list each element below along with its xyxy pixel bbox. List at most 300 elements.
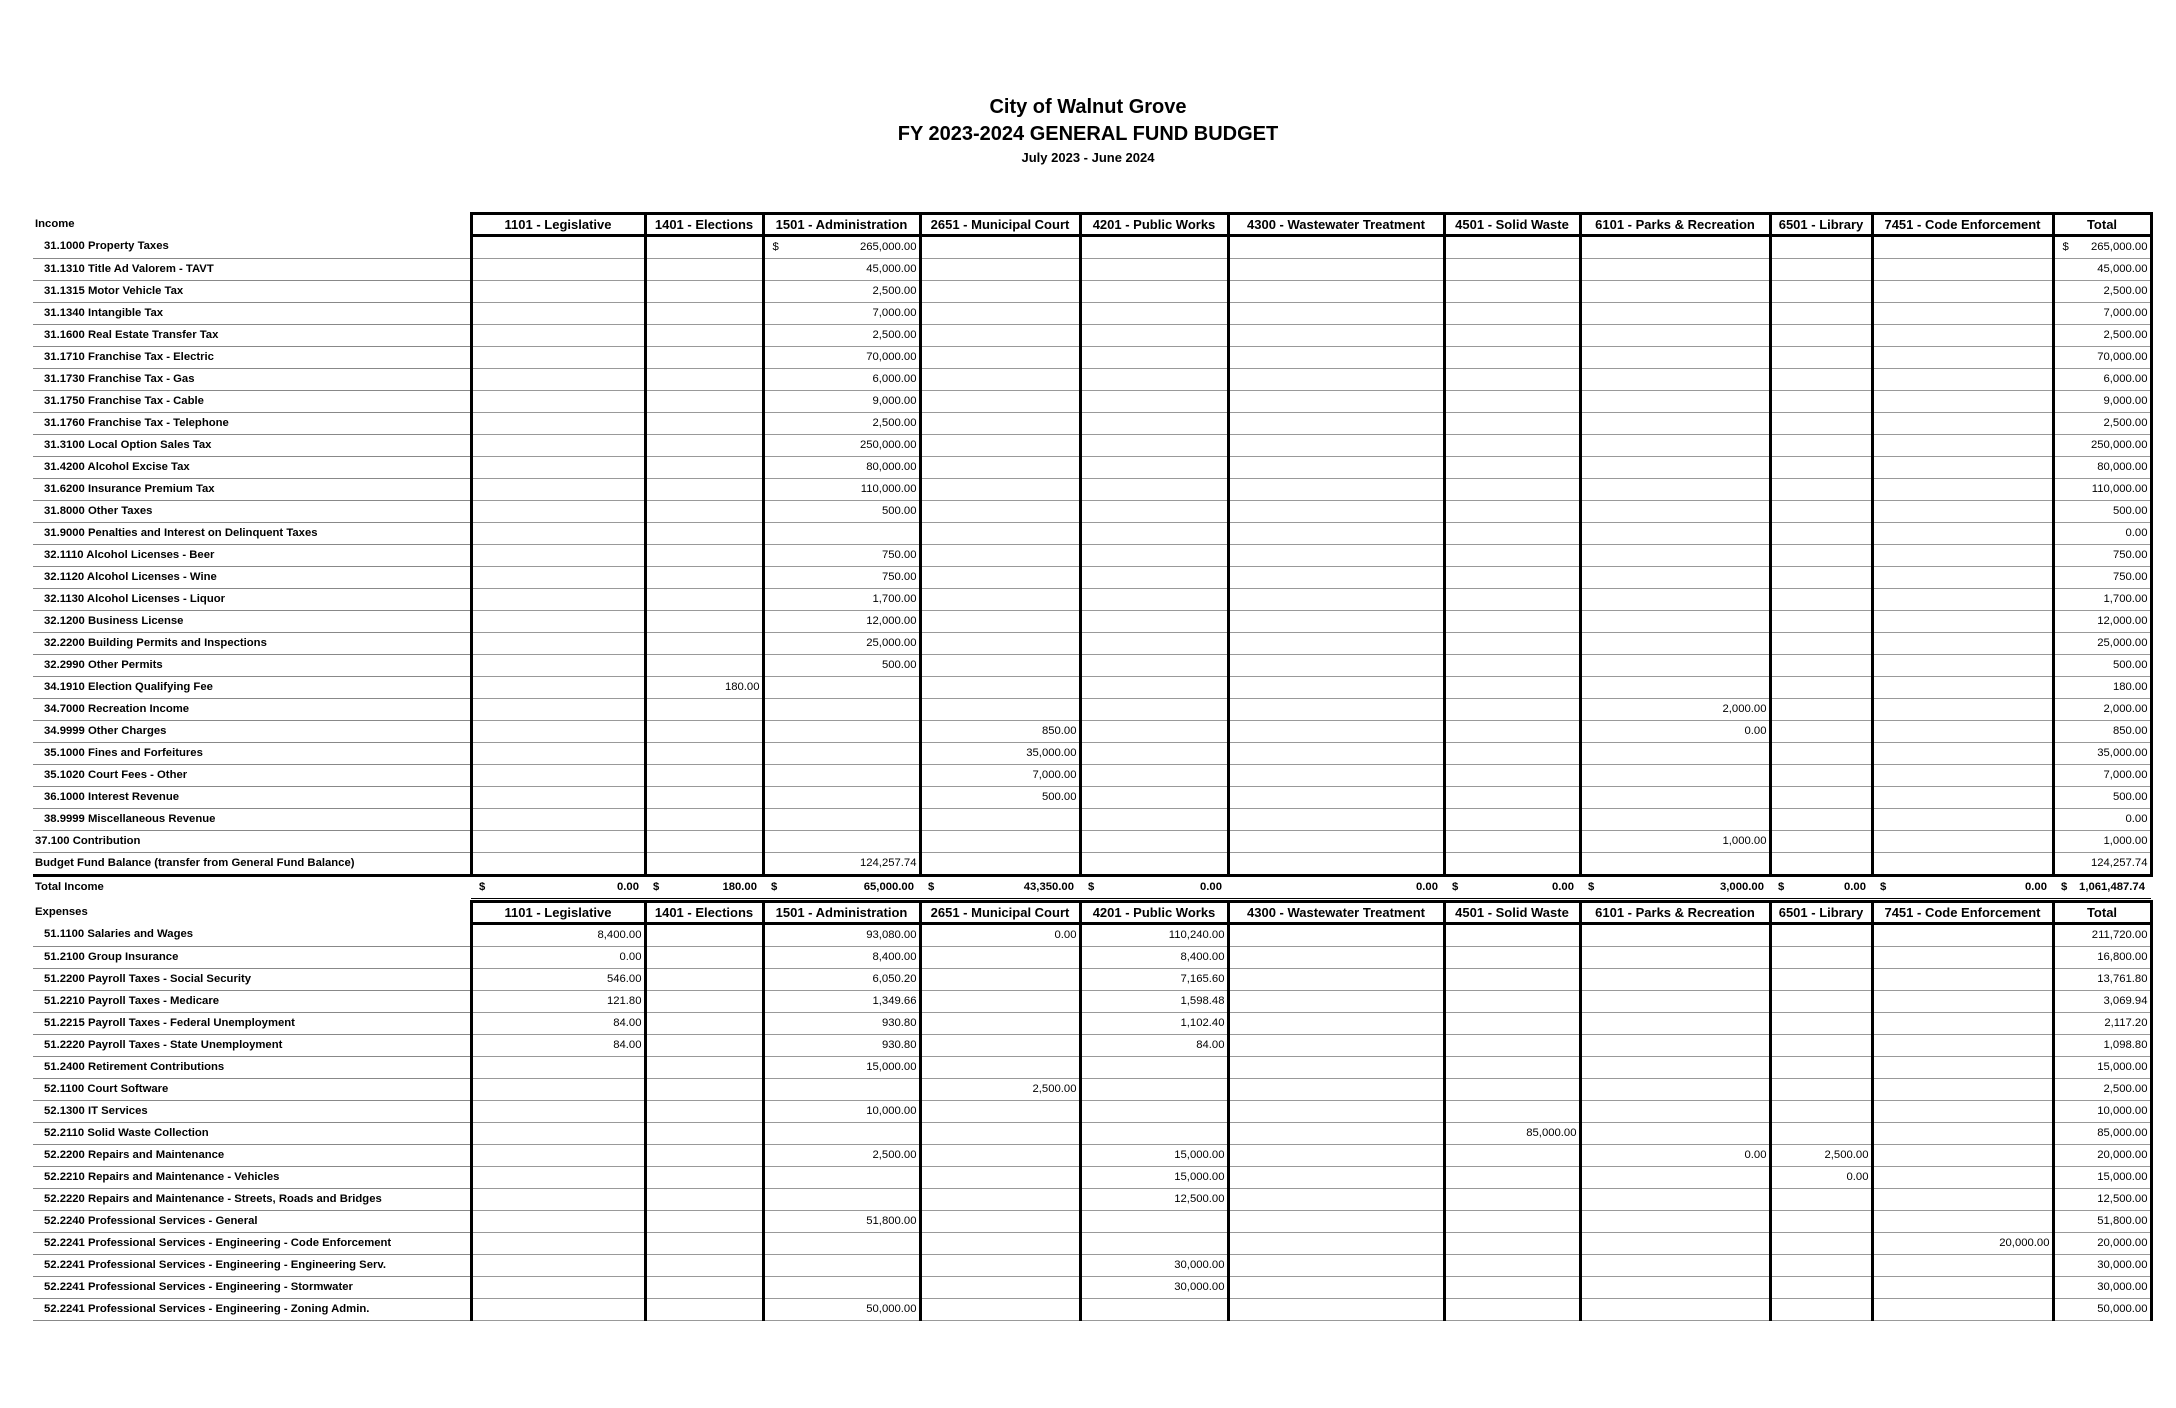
amount-cell xyxy=(1770,1233,1872,1255)
amount-cell xyxy=(1080,699,1228,721)
amount-cell xyxy=(920,236,1080,259)
amount-cell xyxy=(645,347,763,369)
amount-cell: 2,000.00 xyxy=(1580,699,1770,721)
amount-cell xyxy=(1444,369,1580,391)
column-header-6101-parks-recreation: 6101 - Parks & Recreation xyxy=(1580,902,1770,924)
amount-cell xyxy=(763,523,920,545)
table-row xyxy=(33,347,2151,369)
amount-cell xyxy=(1228,1013,1444,1035)
amount-cell xyxy=(645,1255,763,1277)
amount-cell xyxy=(1580,677,1770,699)
row-label: 31.9000 Penalties and Interest on Delinquent Taxes xyxy=(33,523,471,545)
amount-cell: 0.00 xyxy=(1580,721,1770,743)
amount-cell xyxy=(1080,479,1228,501)
page-title: City of Walnut Grove xyxy=(989,96,1187,118)
amount-cell xyxy=(920,589,1080,611)
amount-cell xyxy=(645,457,763,479)
row-label: 52.2241 Professional Services - Engineering - Engineering Serv. xyxy=(33,1255,471,1277)
amount-cell xyxy=(1872,853,2053,876)
column-header-7451-code-enforcement: 7451 - Code Enforcement xyxy=(1872,902,2053,924)
amount-cell xyxy=(1580,1167,1770,1189)
table-row xyxy=(33,787,2151,809)
amount-cell xyxy=(1228,655,1444,677)
amount-cell xyxy=(1770,677,1872,699)
amount-cell xyxy=(920,369,1080,391)
amount-cell xyxy=(1770,236,1872,259)
column-header-row xyxy=(33,214,2151,236)
row-total-cell: 180.00 xyxy=(2053,677,2151,699)
currency-symbol: $ xyxy=(1588,881,1595,893)
column-header-row xyxy=(33,902,2151,924)
amount-cell xyxy=(1872,369,2053,391)
amount-cell xyxy=(1872,236,2053,259)
column-header-4201-public-works: 4201 - Public Works xyxy=(1080,214,1228,236)
amount-cell xyxy=(645,1233,763,1255)
table-row xyxy=(33,765,2151,787)
amount-cell xyxy=(645,325,763,347)
row-label: 31.4200 Alcohol Excise Tax xyxy=(33,457,471,479)
currency-symbol: $ xyxy=(771,881,778,893)
amount-cell xyxy=(1444,1233,1580,1255)
amount-cell xyxy=(645,1211,763,1233)
amount-cell xyxy=(1444,611,1580,633)
amount-cell xyxy=(1444,831,1580,853)
amount-cell xyxy=(763,1079,920,1101)
amount: 265,000.00 xyxy=(2090,241,2148,253)
amount-cell xyxy=(1228,677,1444,699)
table-row xyxy=(33,1079,2151,1101)
amount-cell xyxy=(1444,1167,1580,1189)
total-amount-cell xyxy=(1080,876,1228,899)
amount-cell: 2,500.00 xyxy=(763,413,920,435)
amount-cell xyxy=(1080,435,1228,457)
amount-cell: 546.00 xyxy=(471,969,645,991)
amount-cell xyxy=(920,809,1080,831)
amount-cell xyxy=(471,677,645,699)
amount-cell xyxy=(1872,1299,2053,1321)
amount-cell xyxy=(920,947,1080,969)
amount-cell xyxy=(645,787,763,809)
amount-cell xyxy=(1872,924,2053,947)
amount-cell: 121.80 xyxy=(471,991,645,1013)
amount-cell xyxy=(1228,1079,1444,1101)
amount-cell xyxy=(1770,1255,1872,1277)
amount-cell: 2,500.00 xyxy=(763,1145,920,1167)
table-row xyxy=(33,325,2151,347)
amount-cell: 7,000.00 xyxy=(763,303,920,325)
amount-cell xyxy=(920,1101,1080,1123)
amount-cell xyxy=(1872,1211,2053,1233)
table-row xyxy=(33,1255,2151,1277)
amount-cell xyxy=(1228,831,1444,853)
amount-cell xyxy=(1872,457,2053,479)
amount-cell xyxy=(920,347,1080,369)
row-total-cell: 30,000.00 xyxy=(2053,1255,2151,1277)
amount-cell xyxy=(1444,1145,1580,1167)
amount-cell: 0.00 xyxy=(1770,1167,1872,1189)
amount-cell xyxy=(471,391,645,413)
amount-cell xyxy=(1580,1233,1770,1255)
amount-cell xyxy=(645,1189,763,1211)
row-label: 31.1600 Real Estate Transfer Tax xyxy=(33,325,471,347)
amount: 65,000.00 xyxy=(863,881,914,893)
amount-cell xyxy=(1872,787,2053,809)
amount-cell xyxy=(1872,1189,2053,1211)
column-header-2651-municipal-court: 2651 - Municipal Court xyxy=(920,902,1080,924)
row-total-cell xyxy=(2053,236,2151,259)
amount-cell xyxy=(471,853,645,876)
amount-cell xyxy=(1444,545,1580,567)
amount-cell xyxy=(471,655,645,677)
amount-cell xyxy=(763,1277,920,1299)
amount-cell xyxy=(1228,347,1444,369)
amount-cell xyxy=(1080,1101,1228,1123)
amount-cell xyxy=(1080,721,1228,743)
amount-cell xyxy=(1770,743,1872,765)
amount-cell xyxy=(1444,787,1580,809)
amount-cell xyxy=(1080,567,1228,589)
row-total-cell: 10,000.00 xyxy=(2053,1101,2151,1123)
amount-cell xyxy=(1444,721,1580,743)
row-total-cell: 750.00 xyxy=(2053,567,2151,589)
amount-cell xyxy=(471,236,645,259)
table-row xyxy=(33,1013,2151,1035)
amount-cell xyxy=(471,699,645,721)
amount-cell xyxy=(1872,1123,2053,1145)
amount-cell xyxy=(1580,947,1770,969)
amount-cell xyxy=(1080,1299,1228,1321)
amount-cell: 35,000.00 xyxy=(920,743,1080,765)
amount-cell xyxy=(920,435,1080,457)
row-label: 31.1315 Motor Vehicle Tax xyxy=(33,281,471,303)
row-total-cell: 500.00 xyxy=(2053,501,2151,523)
row-label: 52.1100 Court Software xyxy=(33,1079,471,1101)
amount-cell xyxy=(920,413,1080,435)
amount-cell xyxy=(645,523,763,545)
row-label: 51.2100 Group Insurance xyxy=(33,947,471,969)
table-row xyxy=(33,743,2151,765)
amount-cell xyxy=(920,699,1080,721)
amount-cell xyxy=(1580,1035,1770,1057)
amount-cell xyxy=(1444,809,1580,831)
column-header-4300-wastewater-treatment: 4300 - Wastewater Treatment xyxy=(1228,902,1444,924)
amount-cell xyxy=(920,545,1080,567)
column-header-4300-wastewater-treatment: 4300 - Wastewater Treatment xyxy=(1228,214,1444,236)
amount-cell xyxy=(1580,236,1770,259)
row-label: 52.2241 Professional Services - Engineering - Stormwater xyxy=(33,1277,471,1299)
amount-cell xyxy=(1770,523,1872,545)
amount-cell xyxy=(1444,1189,1580,1211)
amount-cell xyxy=(1444,1211,1580,1233)
amount-cell xyxy=(1872,1277,2053,1299)
amount-cell xyxy=(920,1189,1080,1211)
amount-cell xyxy=(1770,589,1872,611)
amount-cell xyxy=(1770,787,1872,809)
amount-cell xyxy=(763,1255,920,1277)
row-label: 31.1000 Property Taxes xyxy=(33,236,471,259)
amount-cell xyxy=(1770,1013,1872,1035)
amount-cell: 180.00 xyxy=(645,677,763,699)
amount-cell xyxy=(645,969,763,991)
amount-cell xyxy=(1080,1057,1228,1079)
column-header-1101-legislative: 1101 - Legislative xyxy=(471,214,645,236)
amount-cell xyxy=(1770,1101,1872,1123)
row-total-cell: 20,000.00 xyxy=(2053,1145,2151,1167)
amount-cell xyxy=(1580,787,1770,809)
amount-cell: 930.80 xyxy=(763,1013,920,1035)
amount-cell xyxy=(1872,1145,2053,1167)
amount-cell xyxy=(1872,413,2053,435)
row-total-cell: 0.00 xyxy=(2053,523,2151,545)
row-label: 34.7000 Recreation Income xyxy=(33,699,471,721)
row-total-cell: 0.00 xyxy=(2053,809,2151,831)
amount-cell xyxy=(920,853,1080,876)
amount-cell xyxy=(920,391,1080,413)
table-row xyxy=(33,281,2151,303)
amount-cell xyxy=(471,1145,645,1167)
amount-cell xyxy=(645,831,763,853)
amount-cell xyxy=(1228,924,1444,947)
amount-cell xyxy=(645,1145,763,1167)
amount-cell: 500.00 xyxy=(763,655,920,677)
row-label: 34.9999 Other Charges xyxy=(33,721,471,743)
row-label: 35.1000 Fines and Forfeitures xyxy=(33,743,471,765)
table-row xyxy=(33,809,2151,831)
amount-cell xyxy=(471,457,645,479)
amount-cell xyxy=(1228,567,1444,589)
amount-cell xyxy=(471,523,645,545)
amount-cell xyxy=(763,1167,920,1189)
amount-cell: 8,400.00 xyxy=(763,947,920,969)
table-row xyxy=(33,303,2151,325)
amount-cell xyxy=(763,743,920,765)
table-row xyxy=(33,1233,2151,1255)
row-label: 51.2215 Payroll Taxes - Federal Unemployment xyxy=(33,1013,471,1035)
table-row xyxy=(33,721,2151,743)
amount-cell xyxy=(1580,523,1770,545)
amount-cell xyxy=(1872,611,2053,633)
amount-cell xyxy=(1080,347,1228,369)
amount: 265,000.00 xyxy=(859,241,917,253)
amount-cell xyxy=(1080,1233,1228,1255)
amount-cell xyxy=(920,655,1080,677)
amount-cell xyxy=(1770,969,1872,991)
amount-cell xyxy=(471,809,645,831)
amount-cell: 1,700.00 xyxy=(763,589,920,611)
currency-symbol: $ xyxy=(772,241,779,253)
amount-cell xyxy=(1770,633,1872,655)
amount-cell: 70,000.00 xyxy=(763,347,920,369)
amount-cell xyxy=(1580,1123,1770,1145)
amount-cell xyxy=(920,501,1080,523)
table-row xyxy=(33,1101,2151,1123)
amount-cell: 6,050.20 xyxy=(763,969,920,991)
amount-cell xyxy=(471,1299,645,1321)
amount-cell xyxy=(1580,303,1770,325)
amount-cell xyxy=(1580,1079,1770,1101)
table-row xyxy=(33,1057,2151,1079)
amount-cell: 51,800.00 xyxy=(763,1211,920,1233)
amount-cell: 2,500.00 xyxy=(763,325,920,347)
row-total-cell: 85,000.00 xyxy=(2053,1123,2151,1145)
amount-cell xyxy=(1444,236,1580,259)
amount-cell xyxy=(1444,1255,1580,1277)
amount-cell xyxy=(471,1079,645,1101)
amount-cell xyxy=(645,303,763,325)
amount-cell: 85,000.00 xyxy=(1444,1123,1580,1145)
amount-cell: 15,000.00 xyxy=(763,1057,920,1079)
row-label: 31.6200 Insurance Premium Tax xyxy=(33,479,471,501)
amount-cell xyxy=(1770,831,1872,853)
table-row xyxy=(33,655,2151,677)
amount-cell xyxy=(1228,1101,1444,1123)
table-row xyxy=(33,1189,2151,1211)
amount: 43,350.00 xyxy=(1023,881,1074,893)
amount-cell xyxy=(1872,391,2053,413)
table-row xyxy=(33,611,2151,633)
amount-cell xyxy=(471,1057,645,1079)
amount-cell xyxy=(920,479,1080,501)
row-label: 51.2200 Payroll Taxes - Social Security xyxy=(33,969,471,991)
amount-cell xyxy=(1580,1057,1770,1079)
amount-cell xyxy=(645,1057,763,1079)
amount-cell xyxy=(645,991,763,1013)
amount-cell xyxy=(1444,991,1580,1013)
amount-cell xyxy=(763,699,920,721)
amount-cell: 124,257.74 xyxy=(763,853,920,876)
table-row xyxy=(33,501,2151,523)
amount-cell xyxy=(920,303,1080,325)
amount-cell xyxy=(1228,1233,1444,1255)
amount-cell xyxy=(1872,721,2053,743)
amount-cell xyxy=(920,1145,1080,1167)
row-total-cell: 12,000.00 xyxy=(2053,611,2151,633)
table-row xyxy=(33,413,2151,435)
table-row xyxy=(33,259,2151,281)
amount-cell xyxy=(471,545,645,567)
row-total-cell: 25,000.00 xyxy=(2053,633,2151,655)
amount-cell xyxy=(471,1233,645,1255)
amount-cell xyxy=(645,1277,763,1299)
amount-cell xyxy=(1770,1123,1872,1145)
table-row xyxy=(33,1277,2151,1299)
amount-cell xyxy=(471,611,645,633)
amount-cell xyxy=(645,413,763,435)
amount-cell xyxy=(1770,611,1872,633)
amount-cell xyxy=(1770,545,1872,567)
total-label: Total Income xyxy=(35,881,104,894)
table-row xyxy=(33,1211,2151,1233)
amount-cell xyxy=(1444,924,1580,947)
amount-cell xyxy=(1228,611,1444,633)
amount-cell xyxy=(645,699,763,721)
amount-cell xyxy=(763,721,920,743)
amount-cell xyxy=(763,677,920,699)
amount-cell xyxy=(1580,567,1770,589)
amount-cell xyxy=(1770,947,1872,969)
amount-cell xyxy=(1080,765,1228,787)
amount-cell xyxy=(1080,853,1228,876)
amount-cell xyxy=(1228,787,1444,809)
amount-cell xyxy=(1444,303,1580,325)
amount-cell xyxy=(471,369,645,391)
amount-cell xyxy=(1872,545,2053,567)
amount-cell xyxy=(1580,281,1770,303)
row-label: 31.1340 Intangible Tax xyxy=(33,303,471,325)
amount-cell xyxy=(471,1211,645,1233)
row-label: 32.2990 Other Permits xyxy=(33,655,471,677)
amount-cell xyxy=(645,655,763,677)
amount-cell xyxy=(1444,1057,1580,1079)
amount-cell xyxy=(1770,1057,1872,1079)
amount-cell: 1,102.40 xyxy=(1080,1013,1228,1035)
row-total-cell: 124,257.74 xyxy=(2053,853,2151,876)
amount-cell: 8,400.00 xyxy=(1080,947,1228,969)
amount-cell xyxy=(645,501,763,523)
amount-cell xyxy=(471,479,645,501)
table-row xyxy=(33,1035,2151,1057)
amount-cell xyxy=(763,1233,920,1255)
amount-cell xyxy=(1580,369,1770,391)
amount-cell xyxy=(1872,633,2053,655)
amount-cell xyxy=(1444,567,1580,589)
amount-cell xyxy=(1444,259,1580,281)
column-header-4501-solid-waste: 4501 - Solid Waste xyxy=(1444,214,1580,236)
amount-cell: 850.00 xyxy=(920,721,1080,743)
amount-cell xyxy=(1770,369,1872,391)
amount-cell xyxy=(1770,1189,1872,1211)
currency-symbol: $ xyxy=(2062,241,2069,253)
amount-cell xyxy=(1444,413,1580,435)
total-amount-cell xyxy=(645,876,763,899)
row-label: 37.100 Contribution xyxy=(33,831,471,853)
amount-cell xyxy=(1872,567,2053,589)
amount-cell xyxy=(1872,699,2053,721)
row-total-cell: 50,000.00 xyxy=(2053,1299,2151,1321)
row-total-cell: 2,500.00 xyxy=(2053,281,2151,303)
amount-cell xyxy=(920,1211,1080,1233)
amount-cell xyxy=(471,831,645,853)
amount-cell xyxy=(920,611,1080,633)
total-amount-cell xyxy=(763,876,920,899)
column-header-4501-solid-waste: 4501 - Solid Waste xyxy=(1444,902,1580,924)
amount-cell xyxy=(1770,853,1872,876)
amount-cell xyxy=(1770,259,1872,281)
amount-cell xyxy=(1444,677,1580,699)
amount-cell: 2,500.00 xyxy=(920,1079,1080,1101)
row-total-cell: 2,500.00 xyxy=(2053,325,2151,347)
row-total-cell: 35,000.00 xyxy=(2053,743,2151,765)
amount-cell xyxy=(1770,501,1872,523)
amount-cell xyxy=(920,1255,1080,1277)
amount-cell xyxy=(1228,1255,1444,1277)
amount-cell xyxy=(1080,391,1228,413)
amount-cell xyxy=(645,1079,763,1101)
amount-cell xyxy=(1228,457,1444,479)
amount-cell xyxy=(1444,501,1580,523)
amount-cell xyxy=(1080,236,1228,259)
table-row xyxy=(33,1145,2151,1167)
amount-cell xyxy=(1580,1211,1770,1233)
amount-cell: 8,400.00 xyxy=(471,924,645,947)
amount-cell xyxy=(1872,831,2053,853)
row-label: 31.1750 Franchise Tax - Cable xyxy=(33,391,471,413)
row-total-cell: 51,800.00 xyxy=(2053,1211,2151,1233)
row-total-cell: 15,000.00 xyxy=(2053,1167,2151,1189)
amount-cell xyxy=(645,947,763,969)
amount-cell xyxy=(1580,633,1770,655)
amount-cell xyxy=(1872,677,2053,699)
